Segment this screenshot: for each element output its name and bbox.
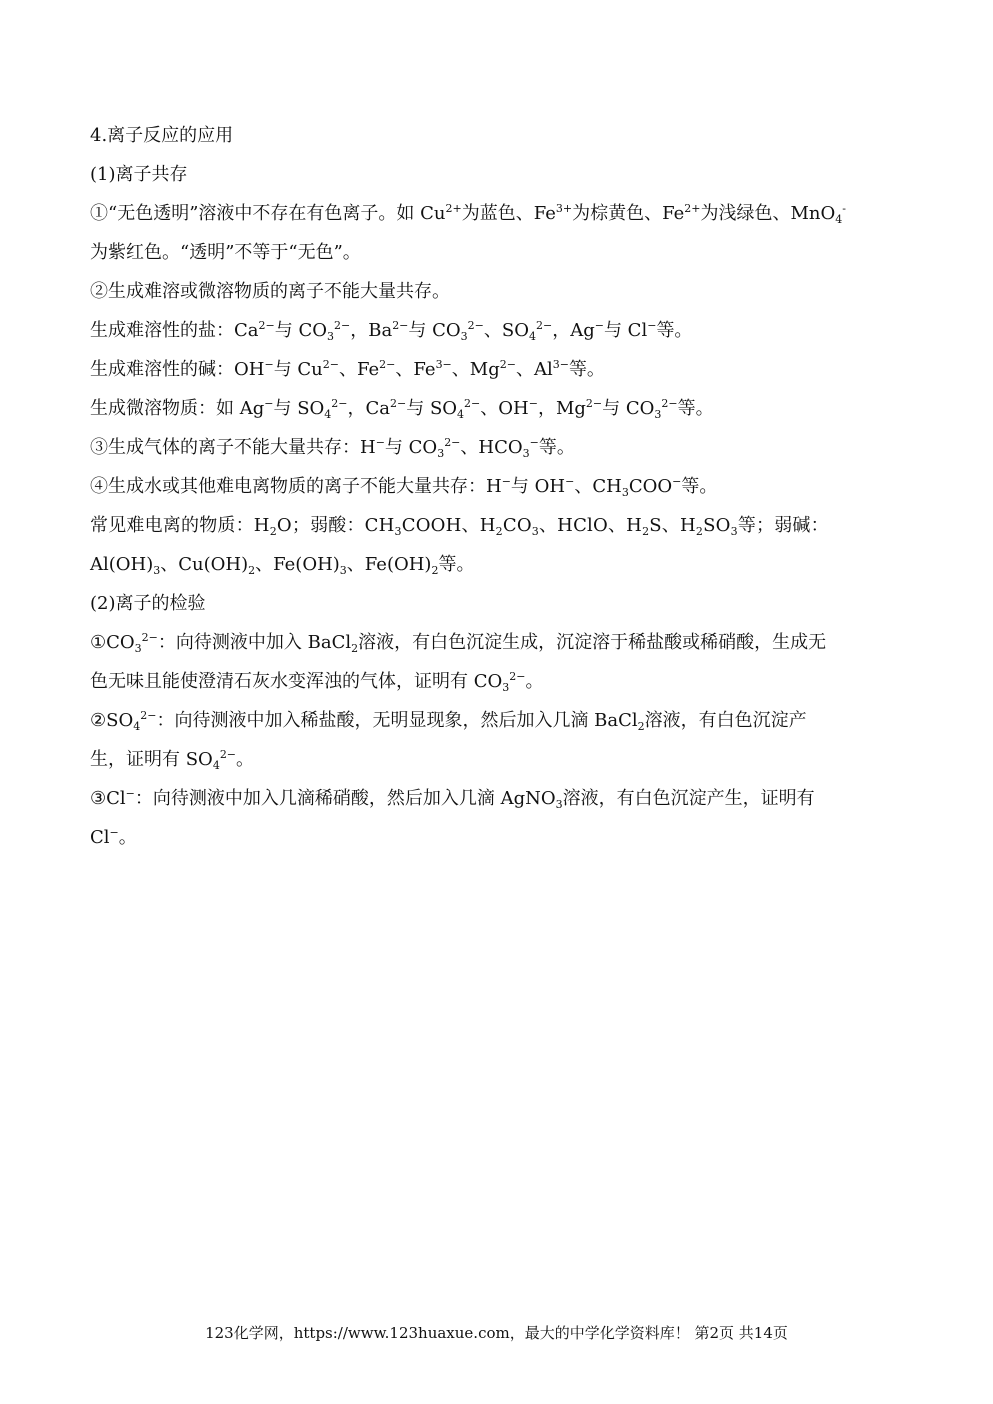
test-chloride-line-2: Cl−。 <box>90 826 137 848</box>
slightly-soluble: 生成微溶物质：如 Ag−与 $SO_4^{2-}$，$Ca^{2-}$与 $SO_4^{2-}$、OH−，$Mg^{2-}$与 $CO_3^{2-}$等。 <box>90 397 714 421</box>
insoluble-bases: 生成难溶性的碱：OH−与 $Cu^{2-}$、$Fe^{2-}$、$Fe^{3-}$、$Mg^{2-}$、$Al^{3-}$等。 <box>90 358 605 380</box>
item-2: ②生成难溶或微溶物质的离子不能大量共存。 <box>90 281 450 302</box>
weak-electrolytes-line-2: $Al(OH)_3$、$Cu(OH)_2$、$Fe(OH)_3$、$Fe(OH)_2$等。 <box>90 554 475 577</box>
test-carbonate-line-2: 色无味且能使澄清石灰水变浑浊的气体，证明有 $CO_3^{2-}$。 <box>90 670 544 694</box>
subsection-ion-coexistence: (1)离子共存 <box>90 164 188 185</box>
page-footer: 123化学网，https://www.123huaxue.com，最大的中学化学资料库！ 第2页 共14页 <box>205 1324 788 1342</box>
item-3: ③生成气体的离子不能大量共存：H−与 $CO_3^{2-}$、$HCO_3^-$等。 <box>90 436 575 460</box>
item-1-line-2: 为紫红色。“透明”不等于“无色”。 <box>90 242 361 263</box>
test-chloride-line-1: ③Cl−：向待测液中加入几滴稀硝酸，然后加入几滴 AgNO$_3$溶液，有白色沉淀产生，证明有 <box>90 787 815 811</box>
test-sulfate-line-1: $②SO_4^{2-}$：向待测液中加入稀盐酸，无明显现象，然后加入几滴 BaCl$_2$溶液，有白色沉淀产 <box>90 709 807 733</box>
weak-electrolytes-line-1: 常见难电离的物质：$H_2O$；弱酸：$CH_3COOH$、$H_2CO_3$、HClO、$H_2S$、$H_2SO_3$等；弱碱： <box>90 515 829 538</box>
item-4: ④生成水或其他难电离物质的离子不能大量共存：H−与 OH−、$CH_3COO^-$等。 <box>90 475 718 499</box>
subsection-ion-test: (2)离子的检验 <box>90 593 206 614</box>
item-1-line-1: ①“无色透明”溶液中不存在有色离子。如 $Cu^{2+}$为蓝色、$Fe^{3+}$为棕黄色、$Fe^{2+}$为浅绿色、MnO$_4$- <box>90 202 846 226</box>
insoluble-salts: 生成难溶性的盐：$Ca^{2-}$与 $CO_3^{2-}$，$Ba^{2-}$与 $CO_3^{2-}$、$SO_4^{2-}$，Ag−与 Cl−等。 <box>90 319 693 343</box>
test-sulfate-line-2: 生，证明有 $SO_4^{2-}$。 <box>90 748 255 772</box>
document-body <box>90 116 902 857</box>
section-title: 4.离子反应的应用 <box>90 125 234 146</box>
test-carbonate-line-1: $①CO_3^{2-}$：向待测液中加入 BaCl$_2$溶液，有白色沉淀生成，沉淀溶于稀盐酸或稀硝酸，生成无 <box>90 631 827 655</box>
